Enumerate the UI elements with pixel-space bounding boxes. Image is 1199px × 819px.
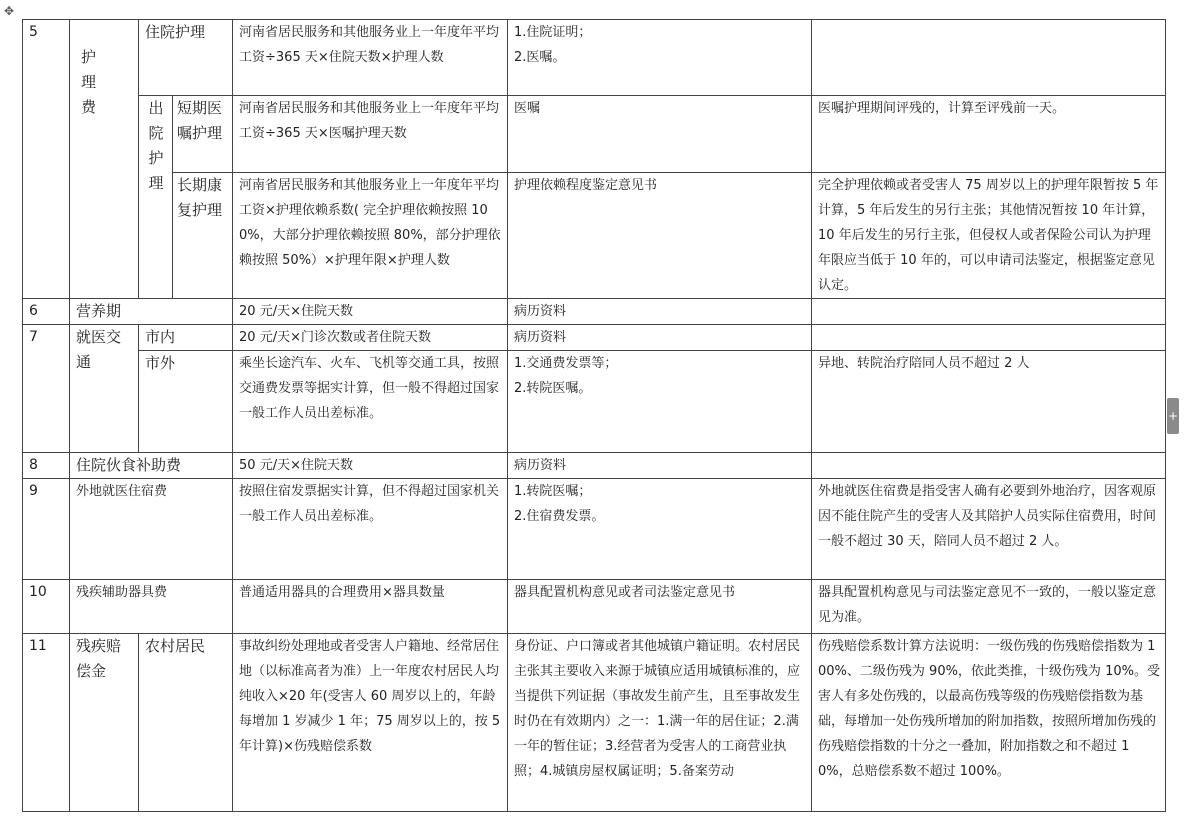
calc-standard: 河南省居民服务和其他服务业上一年度年平均工资÷365 天×住院天数×护理人数	[233, 20, 508, 96]
evidence: 病历资料	[508, 453, 812, 479]
calc-standard: 普通适用器具的合理费用×器具数量	[233, 580, 508, 634]
table-row	[23, 479, 1166, 580]
calc-standard: 事故纠纷处理地或者受害人户籍地、经常居住地（以标准高者为准）上一年度农村居民人均纯收入×20 年(受害人 60 周岁以上的，年龄每增加 1 岁减少 1 年；75 周岁以上的，按 5 年计算)×伤残赔偿系数	[233, 634, 508, 812]
evidence: 护理依赖程度鉴定意见书	[508, 173, 812, 299]
discharge-care-label: 出 院 护 理	[139, 96, 173, 299]
row-number: 6	[23, 299, 70, 325]
evidence: 1.转院医嘱； 2.住宿费发票。	[508, 479, 812, 580]
evidence: 医嘱	[508, 96, 812, 173]
calc-standard: 河南省居民服务和其他服务业上一年度年平均工资÷365 天×医嘱护理天数	[233, 96, 508, 173]
table-row	[23, 173, 1166, 299]
row-number: 11	[23, 634, 70, 812]
evidence: 病历资料	[508, 299, 812, 325]
note: 伤残赔偿系数计算方法说明：一级伤残的伤残赔偿指数为 100%、二级伤残为 90%，依此类推，十级伤残为 10%。受害人有多处伤残的，以最高伤残等级的伤残赔偿指数为基础，每增加一处伤残所增加的附加指数，按照所增加伤残的伤残赔偿指数的十分之一叠加，附加指数之和不超过 10%，总赔偿系数不超过 100%。	[812, 634, 1166, 812]
row-number: 5	[23, 20, 70, 299]
table-row	[23, 351, 1166, 453]
row-number: 9	[23, 479, 70, 580]
calc-standard: 乘坐长途汽车、火车、飞机等交通工具，按照交通费发票等据实计算，但一般不得超过国家一般工作人员出差标准。	[233, 351, 508, 453]
row-category: 护 理 费	[70, 20, 139, 299]
note	[812, 453, 1166, 479]
sub-category: 长期康复护理	[173, 173, 233, 299]
calc-standard: 河南省居民服务和其他服务业上一年度年平均工资×护理依赖系数( 完全护理依赖按照 100%，大部分护理依赖按照 80%，部分护理依赖按照 50%）×护理年限×护理人数	[233, 173, 508, 299]
calc-standard: 20 元/天×门诊次数或者住院天数	[233, 325, 508, 351]
evidence: 身份证、户口簿或者其他城镇户籍证明。农村居民主张其主要收入来源于城镇应适用城镇标准的，应当提供下列证据（事故发生前产生，且至事故发生时仍在有效期内）之一：1.满一年的居住证；2.满一年的暂住证；3.经营者为受害人的工商营业执照；4.城镇房屋权属证明；5.备案劳动	[508, 634, 812, 812]
note	[812, 299, 1166, 325]
evidence: 1.交通费发票等； 2.转院医嘱。	[508, 351, 812, 453]
row-category: 残疾辅助器具费	[70, 580, 233, 634]
note: 医嘱护理期间评残的，计算至评残前一天。	[812, 96, 1166, 173]
note	[812, 325, 1166, 351]
calc-standard: 20 元/天×住院天数	[233, 299, 508, 325]
evidence: 病历资料	[508, 325, 812, 351]
table-row	[23, 20, 1166, 96]
compensation-table	[22, 19, 1166, 812]
row-category: 住院伙食补助费	[70, 453, 233, 479]
row-number: 7	[23, 325, 70, 453]
calc-standard: 50 元/天×住院天数	[233, 453, 508, 479]
sub-category: 住院护理	[139, 20, 233, 96]
row-category: 营养期	[70, 299, 233, 325]
evidence: 器具配置机构意见或者司法鉴定意见书	[508, 580, 812, 634]
row-number: 10	[23, 580, 70, 634]
table-move-handle-icon[interactable]: ✥	[4, 4, 15, 18]
row-category: 外地就医住宿费	[70, 479, 233, 580]
note	[812, 20, 1166, 96]
calc-standard: 按照住宿发票据实计算，但不得超过国家机关一般工作人员出差标准。	[233, 479, 508, 580]
table-row	[23, 325, 1166, 351]
sub-category: 农村居民	[139, 634, 233, 812]
table-row	[23, 453, 1166, 479]
evidence: 1.住院证明； 2.医嘱。	[508, 20, 812, 96]
table-row	[23, 634, 1166, 812]
table-add-column-icon[interactable]: +	[1167, 398, 1179, 434]
note: 完全护理依赖或者受害人 75 周岁以上的护理年限暂按 5 年计算，5 年后发生的另行主张；其他情况暂按 10 年计算，10 年后发生的另行主张，但侵权人或者保险公司认为护理年限应当低于 10 年的，可以申请司法鉴定，根据鉴定意见认定。	[812, 173, 1166, 299]
row-category: 就医交通	[70, 325, 139, 453]
note: 外地就医住宿费是指受害人确有必要到外地治疗，因客观原因不能住院产生的受害人及其陪护人员实际住宿费用，时间一般不超过 30 天，陪同人员不超过 2 人。	[812, 479, 1166, 580]
table-row	[23, 299, 1166, 325]
row-category: 残疾赔偿金	[70, 634, 139, 812]
table-row	[23, 96, 1166, 173]
row-number: 8	[23, 453, 70, 479]
sub-category: 市外	[139, 351, 233, 453]
note: 异地、转院治疗陪同人员不超过 2 人	[812, 351, 1166, 453]
sub-category: 市内	[139, 325, 233, 351]
note: 器具配置机构意见与司法鉴定意见不一致的，一般以鉴定意见为准。	[812, 580, 1166, 634]
sub-category: 短期医嘱护理	[173, 96, 233, 173]
table-row	[23, 580, 1166, 634]
